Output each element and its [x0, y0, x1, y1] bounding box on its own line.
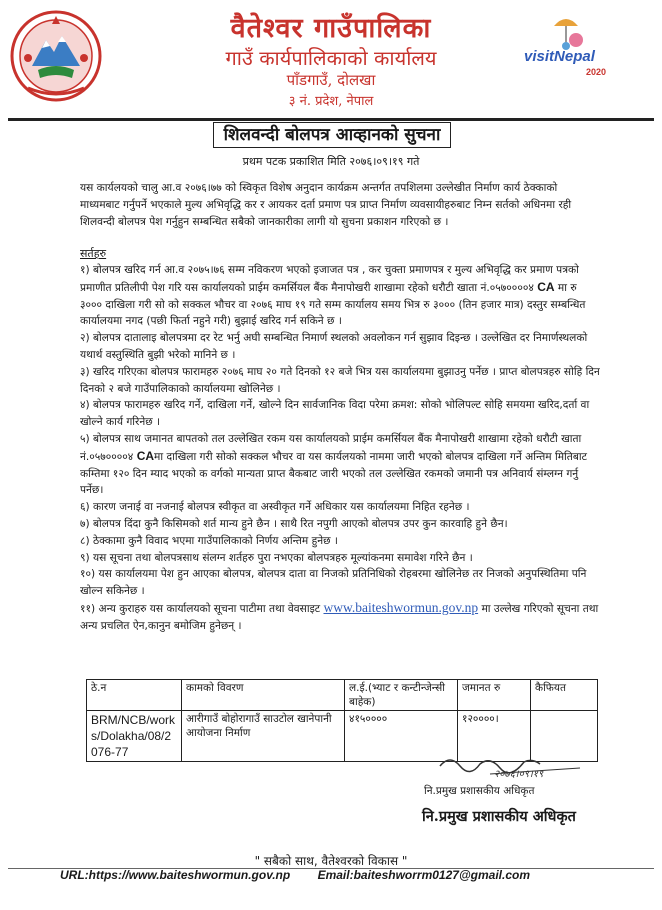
condition-item: ९) यस सूचना तथा बोलपत्रसाथ संलग्न शर्तहरु पुरा नभएका बोलपत्रहरु मूल्यांकनमा समावेश गरिने छैन ।: [80, 551, 473, 564]
signature-date: २०७६।०९।१९: [494, 769, 544, 780]
condition-item: ३) खरिद गरिएका बोलपत्र फारामहरु २०७६ माघ २० गते दिनको १२ बजे भित्र यस कार्यालयमा बुझाउनु पर्नेछ । प्राप्त बोलपत्रहरु सोहि दिन दिनको २ बजे गाउँपालिकाको कार्यालयमा खोलिनेछ ।: [80, 365, 600, 395]
visit-nepal-text: visitNepal: [524, 48, 595, 65]
cell-bid-security: १२००००।: [458, 711, 531, 762]
condition-item: १) बोलपत्र खरिद गर्न आ.व २०७५।७६ सम्म नविकरण भएको इजाजत पत्र , कर चुक्ता प्रमाणपत्र र मुल्य अभिवृद्धि कर प्रमाण पत्रको प्रमाणीत प्रतिलीपी पेश गरि यस कार्यालयको प्राईम कमर्सियल बैंक मैनापोखरी शाखामा रहेको धरौटी खाता नं.०५७००००४ CA मा रु ३००० दाखिला गरी सो को सक्कल भौचर वा २०७६ माघ १९ गते सम्म कार्यालय समय भित्र रु ३००० (तिन हजार मात्र) दस्तुर सम्बन्धित कार्यालयमा नगद (पछी फिर्ता नहुने गरी) बुझाई खरिद गर्न सकिने छ ।: [80, 264, 586, 328]
cell-contract-no: BRM/NCB/works/Dolakha/08/2076-77: [87, 711, 182, 762]
condition-item: १०) यस कार्यालयमा पेश हुन आएका बोलपत्र, बोलपत्र दाता वा निजको प्रतिनिधिको रोहबरमा खोलिनेछ तर निजको अनुपस्थितिमा पनि खोल्न सकिनेछ ।: [80, 568, 587, 598]
footer-email[interactable]: Email:baiteshworrm0127@gmail.com: [317, 868, 531, 882]
notice-intro: यस कार्यलयको चालु आ.व २०७६।७७ को स्विकृत विशेष अनुदान कार्यक्रम अन्तर्गत तपशिलमा उल्लेखीत निर्माण कार्य ठेक्काको माध्यमबाट गर्नुपर्ने भएकाले मुल्य अभिवृद्धि कर र आयकर दर्ता प्रमाण पत्र प्राप्त निर्माण व्यवसायीहरुबाट निम्न सर्तको अधिनमा रही शिलवन्दी बोलपत्र पेश गर्नुहुन सम्बन्धित सबैको जानकारीका लागी यो सुचना प्रकाशन गरिएको छ ।: [80, 182, 572, 228]
footer-url[interactable]: URL:https://www.baiteshwormun.gov.np: [60, 868, 291, 882]
cell-cost-estimate: ४१५००००: [345, 711, 458, 762]
condition-item: ४) बोलपत्र फारामहरु खरिद गर्ने, दाखिला गर्ने, खोल्ने दिन सार्वजानिक विदा परेमा क्रमश: सोको भोलिपल्ट सोहि समयमा खरिद,दर्ता वा खोल्ने कार्य गरिनेछ ।: [80, 399, 590, 429]
header-divider: [8, 118, 654, 121]
office-name: गाउँ कार्यपालिकाको कार्यालय: [225, 46, 437, 70]
signatory-title: नि.प्रमुख प्रशासकीय अधिकृत: [424, 785, 535, 797]
col-bid-security: जमानत रु: [458, 680, 531, 711]
conditions-list: [80, 262, 600, 635]
cell-work-description: आरीगाउँ बोहोरागाउँ साउटोल खानेपानी आयोजना निर्माण: [182, 711, 345, 762]
website-link[interactable]: www.baiteshwormun.gov.np: [323, 599, 479, 615]
condition-item: ५) बोलपत्र साथ जमानत बापतको तल उल्लेखित रकम यस कार्यालयको प्राईम कमर्सियल बैंक मैनापोखरी शाखामा रहेको धरौटी खाता नं.०५७००००४ CAमा दाखिला गरी सोको सक्कल भौचर वा यस कार्यलयको नाममा जारी भएको बोलपत्र दाखिला गर्ने अन्तिम मितिबाट कम्तिमा १२० दिन म्याद भएको क वर्गको मान्यता प्राप्त बैकबाट जारी भएको तल उल्लेखित रकमको जमानी पत्र अनिवार्य संम्लग्न गर्नु पर्नेछ।: [80, 432, 587, 497]
office-location: पाँडगाउँ, दोलखा: [286, 71, 376, 89]
slogan: " सबैको साथ, वैतेश्वरको विकास ": [254, 854, 408, 868]
nepal-emblem-logo: [8, 8, 104, 104]
col-contract-no: ठे.न: [87, 680, 182, 711]
visit-nepal-umbrella-icon: [520, 10, 642, 80]
col-cost-estimate: ल.ई.(भ्याट र कन्टीन्जेन्सी बाहेक): [345, 680, 458, 711]
footer-contact: [60, 868, 620, 882]
province-name: ३ नं. प्रदेश, नेपाल: [288, 94, 374, 109]
condition-item: २) बोलपत्र दातालाइ बोलपत्रमा दर रेट भर्नु अघी सम्बन्धित निमार्ण स्थलको अवलोकन गर्न सुझाव दिइन्छ । उल्लेखित दर निमार्णस्थलको यथार्थ वस्तुस्थिति बुझी भरेको मानिने छ ।: [80, 332, 588, 361]
visit-nepal-2020-logo: [520, 10, 642, 80]
notice-title: शिलवन्दी बोलपत्र आव्हानको सुचना: [213, 122, 451, 148]
tender-table: [86, 679, 598, 762]
condition-item: ८) ठेक्कामा कुनै विवाद भएमा गाउँपालिकाको निर्णय अन्तिम हुनेछ ।: [80, 534, 338, 547]
col-remarks: कैफियत: [531, 680, 598, 711]
conditions-heading: सर्तहरु: [80, 247, 107, 260]
col-work-description: कामको विवरण: [182, 680, 345, 711]
published-date: प्रथम पटक प्रकाशित मिति २०७६।०९।१९ गते: [242, 155, 420, 168]
official-stamp: नि.प्रमुख प्रशासकीय अधिकृत: [422, 808, 576, 825]
municipality-name: वैतेश्वर गाउँपालिका: [230, 13, 432, 44]
condition-item: ६) कारण जनाई वा नजनाई बोलपत्र स्वीकृत वा अस्वीकृत गर्ने अधिकार यस कार्यालयमा निहित रहनेछ ।: [80, 501, 470, 514]
visit-nepal-year: 2020: [586, 67, 607, 77]
table-header-row: [87, 680, 598, 711]
condition-item: ११) अन्य कुराहरु यस कार्यालयको सूचना पाटीमा तथा वेवसाइट www.baiteshwormun.gov.np मा उल्लेख गरिएको सूचना तथा अन्य प्रचलित ऐन,कानुन बमोजिम हुनेछन् ।: [80, 599, 599, 632]
condition-item: ७) बोलपत्र दिंदा कुनै किसिमको शर्त मान्य हुने छैन । साथै रित नपुगी आएको बोलपत्र उपर कुन कारवाहि हुने छैन।: [80, 517, 508, 530]
